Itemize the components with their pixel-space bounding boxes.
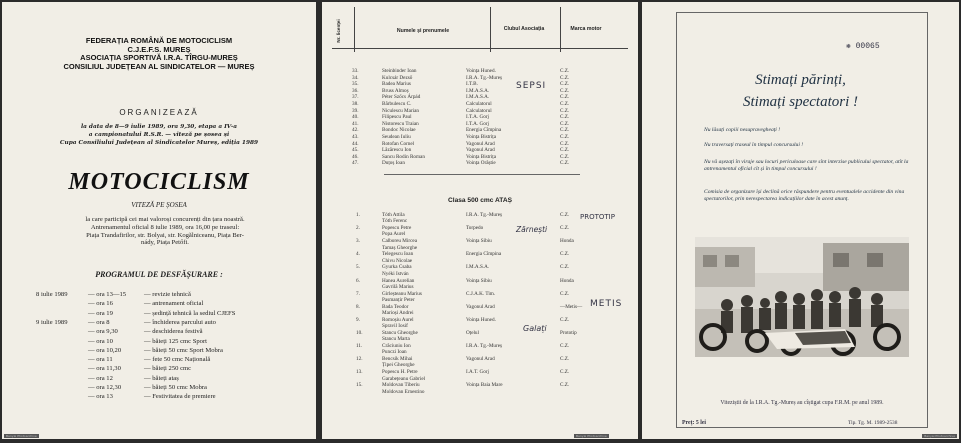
header-license-number: Nr. licenței <box>336 19 341 43</box>
participant-name: Bărbulescu C. <box>382 101 412 107</box>
crew-driver: Calboreu Mircea <box>382 238 418 245</box>
crew-number: 15. <box>356 382 363 389</box>
participant-row <box>322 154 638 160</box>
crew-club: Voința Baia Mare <box>466 382 503 389</box>
license-number: 43. <box>352 134 359 140</box>
header-motor: Marca motor <box>570 26 602 32</box>
crew-number: 5. <box>356 264 360 271</box>
serial-star-icon: ❋ <box>846 42 856 51</box>
crew-passenger: Țipei Gheorghe <box>382 362 415 369</box>
archive-caption: Banyai Photoarchive <box>576 434 607 438</box>
crew-driver: Popescu H. Petre <box>382 369 418 376</box>
crew-club: Torpedo <box>466 225 484 232</box>
participant-row <box>322 101 638 107</box>
participant-motor: C.Z. <box>560 81 570 88</box>
intro-line: la data de 8—9 iulie 1989, ora 9,30, etapa a IV-a <box>80 124 238 130</box>
program-event: — ședință tehnică la sediul CJEFS <box>144 309 236 317</box>
crew-motor: C.Z. <box>560 343 570 349</box>
program-event: — băieți 50 cmc Sport Mobra <box>144 346 223 354</box>
crew-passenger: Garabețeanu Gabriel <box>382 375 426 382</box>
crew-driver: Tóth Attila <box>382 212 405 218</box>
participant-club: Vagonul Arad <box>466 140 495 147</box>
program-event: — băieți ataș <box>144 374 179 382</box>
participant-row <box>322 68 638 74</box>
participant-row <box>322 108 638 114</box>
header-line: C.J.E.F.S. MUREȘ <box>127 44 191 54</box>
notice-title: Stimați părinți, <box>755 72 846 88</box>
participant-club: I.M.A.S.A. <box>466 87 490 94</box>
atas-row-passenger <box>322 271 638 277</box>
program-event: — deschiderea festivă <box>144 328 203 336</box>
program-date: 9 iulie 1989 <box>36 318 68 326</box>
participant-motor: C.Z. <box>560 74 570 81</box>
crew-driver: Bencsik Mihai <box>382 356 413 363</box>
photo-caption: Viteziștii de la I.R.A. Tg.-Mureș au cîștigat cupa F.R.M. pe anul 1989. <box>720 400 884 406</box>
crew-passenger: Marioși Andrei <box>382 310 414 316</box>
license-number: 38. <box>352 101 359 107</box>
crew-club: I.R.A. Tg.-Mureș <box>466 212 503 218</box>
serial-number <box>846 41 880 51</box>
crew-passenger: Tóth Ferenc <box>382 218 408 225</box>
participant-row <box>322 75 638 81</box>
crew-number: 6. <box>356 277 360 284</box>
program-time: — ora 13 <box>88 393 113 401</box>
participant-club: I.T.A. Gorj <box>466 120 489 127</box>
participant-motor: C.Z. <box>560 134 570 140</box>
organizers-header <box>2 37 316 71</box>
crew-motor: —Metis— <box>560 303 583 310</box>
participant-name: Kulcsár Dezső <box>382 74 413 81</box>
program-event: — băieți 250 cmc <box>144 365 192 373</box>
crew-passenger: Moldovan Ernestino <box>382 388 425 395</box>
atas-row-passenger <box>322 336 638 342</box>
license-number: 47. <box>352 160 359 167</box>
crew-number: 13. <box>356 369 363 376</box>
intro-line: a campionatului R.S.R. — viteză pe șosea și <box>88 132 230 138</box>
license-number: 41. <box>352 120 359 127</box>
section-rule <box>384 174 580 175</box>
crew-club: C.J.A.K. Tim. <box>466 290 496 297</box>
crew-motor: C.Z. <box>560 356 570 363</box>
crew-number: 1. <box>356 212 360 218</box>
participant-name: Duțoș Ioan <box>382 160 405 167</box>
crew-motor: C.Z. <box>560 382 570 389</box>
participant-name: Filipescu Paul <box>382 114 412 121</box>
crew-number: 10. <box>356 329 363 336</box>
program-event: — băieți 50 cmc Mobra <box>144 384 207 391</box>
program-event: — antrenament oficial <box>144 300 204 308</box>
crew-driver: Moldovan Tiberiu <box>382 382 420 389</box>
participant-row <box>322 94 638 100</box>
crew-club: Energia Cîmpina <box>466 251 502 258</box>
crew-club: I.A.T. Gorj <box>466 369 489 376</box>
atas-row-passenger <box>322 245 638 251</box>
license-number: 37. <box>352 94 359 101</box>
program-date: 8 iulie 1989 <box>36 291 68 298</box>
crew-driver: Crăciuniu Ion <box>382 343 411 349</box>
crew-club: I.R.A. Tg.-Mureș <box>466 343 503 349</box>
column-divider <box>560 7 561 52</box>
participant-club: I.R.A. Tg.-Mureș <box>466 74 503 81</box>
team-photo <box>695 237 909 357</box>
crew-passenger: Spravil Iosif <box>382 323 408 330</box>
program-time: — ora 9,30 <box>88 328 118 336</box>
crew-driver: Telegescu Ioan <box>382 251 414 258</box>
participant-club: I.T.B. <box>466 81 478 88</box>
program-event: — Festivitatea de premiere <box>144 393 216 401</box>
participant-motor: C.Z. <box>560 87 570 94</box>
program-time: — ora 16 <box>88 300 113 308</box>
participant-motor: C.Z. <box>560 120 570 127</box>
participant-motor: C.Z. <box>560 147 570 154</box>
program-event: — închiderea parcului auto <box>144 318 216 326</box>
participant-motor: C.Z. <box>560 140 570 147</box>
participant-row <box>322 88 638 94</box>
handwritten-note-sepsi: SEPSI <box>516 81 547 91</box>
license-number: 34. <box>352 74 359 81</box>
description-line: Antrenamentul oficial 8 iulie 1989, ora 16,00 pe traseul: <box>90 223 240 231</box>
participant-motor: C.Z. <box>560 127 570 134</box>
participant-row <box>322 160 638 166</box>
participant-club: Voința Bistrița <box>466 134 497 140</box>
class-title: Clasa 500 cmc ATAȘ <box>447 197 512 204</box>
crew-club: Vagonul Arad <box>466 303 495 310</box>
participant-row <box>322 114 638 120</box>
participant-club: I.T.A. Gorj <box>466 114 489 121</box>
license-number: 35. <box>352 81 359 88</box>
crew-number: 8. <box>356 303 360 310</box>
crew-passenger: Gavrilă Marius <box>382 283 414 290</box>
license-number: 33. <box>352 68 359 74</box>
program-title: PROGRAMUL DE DESFĂȘURARE : <box>95 270 223 279</box>
atas-row-passenger <box>322 258 638 264</box>
description-line: la care participă cei mai valoroși concurenți din țara noastră. <box>85 216 245 223</box>
crew-driver: Stancu Gheorghe <box>382 329 418 336</box>
crew-passenger: Tamaș Gheorghe <box>382 244 418 251</box>
participant-club: Calculatorul <box>466 107 492 114</box>
atas-row-passenger <box>322 310 638 316</box>
license-number: 45. <box>352 147 359 154</box>
handwritten-note-zarnesti: Zărnești <box>516 225 548 234</box>
crew-motor: C.Z. <box>560 290 570 297</box>
crew-club: I.M.A.S.A. <box>466 264 490 271</box>
participant-name: Nistorescu Traian <box>382 120 419 127</box>
participant-name: Badea Marius <box>382 81 411 88</box>
atas-row-passenger <box>322 362 638 368</box>
program-event: — fete 50 cmc Națională <box>144 356 211 364</box>
program-time: — ora 10,20 <box>88 346 122 354</box>
crew-number: 12. <box>356 356 363 363</box>
header-rule <box>332 48 628 49</box>
program-time: — ora 11,30 <box>88 365 121 373</box>
program-time: — ora 8 <box>88 318 110 326</box>
crew-motor: C.Z. <box>560 264 570 271</box>
crew-passenger: Pasmanțir Peter <box>382 296 415 303</box>
warning-text: Nu vă așezați în viraje sau locuri periculoase care sînt interzise publicului spectator, atît la antrenamentul oficial cît și în timpul concursului ! <box>704 159 909 172</box>
header-line: FEDERAȚIA ROMÂNĂ DE MOTOCICLISM <box>85 36 233 45</box>
handwritten-note-galati: Galați <box>523 324 547 333</box>
handwritten-note-prototip: PROTOTIP <box>580 213 615 221</box>
participant-row <box>322 81 638 87</box>
participant-motor: C.Z. <box>560 114 570 121</box>
handwritten-note-metis: METIS <box>590 299 623 309</box>
header-club: Clubul Asociația <box>503 26 545 32</box>
participant-motor: C.Z. <box>560 94 570 101</box>
crew-motor: C.Z. <box>560 369 570 376</box>
header-name: Numele și prenumele <box>396 28 450 34</box>
participant-motor: C.Z. <box>560 160 570 167</box>
notice-title: Stimați spectatori ! <box>743 94 858 110</box>
participant-motor: C.Z. <box>560 101 570 107</box>
participant-club: Voința Orăștie <box>466 160 496 167</box>
crew-motor: Prototip <box>560 329 577 336</box>
organizeaza-heading: ORGANIZEAZĂ <box>119 108 199 117</box>
crew-club: Voința Huned. <box>466 316 496 323</box>
crew-number: 7. <box>356 290 360 297</box>
participant-name: Steinbinder Ioan <box>382 68 417 74</box>
crew-motor: Honda <box>560 277 574 284</box>
program-time: — ora 19 <box>88 309 113 317</box>
crew-motor: C.Z. <box>560 212 570 218</box>
description-line: Piața Trandafirilor, str. Bolyai, str. Kogălniceanu, Piața Ber- <box>86 231 244 239</box>
crew-driver: Popescu Petre <box>382 225 412 232</box>
participant-row <box>322 121 638 127</box>
column-divider <box>490 7 491 52</box>
program-page <box>2 2 316 439</box>
event-subtitle: VITEZĂ PE ȘOSEA <box>131 201 187 209</box>
warning-text: Nu traversați traseul în timpul concursului ! <box>704 142 804 148</box>
notice-page <box>642 2 959 439</box>
program-time: — ora 12,30 <box>88 384 122 391</box>
participant-club: Energia Cîmpina <box>466 127 502 134</box>
crew-motor: Honda <box>560 238 574 245</box>
program-time: — ora 10 <box>88 337 113 345</box>
crew-number: 4. <box>356 251 360 258</box>
warning-text: Nu lăsați copiii nesupravegheați ! <box>704 127 781 133</box>
atas-row-passenger <box>322 284 638 290</box>
crew-motor: C.Z. <box>560 316 570 323</box>
crew-number: 3. <box>356 238 360 245</box>
participant-name: Péter Szőcs Árpád <box>382 94 421 101</box>
header-line: ASOCIAȚIA SPORTIVĂ I.R.A. TÎRGU-MUREȘ <box>80 53 238 62</box>
participant-motor: C.Z. <box>560 107 570 114</box>
crew-passenger: Stancu Marta <box>382 336 410 343</box>
archive-caption: Banyai Photoarchive <box>924 434 955 438</box>
crew-driver: Bada Teodor <box>382 303 409 310</box>
crew-motor: C.Z. <box>560 251 570 258</box>
crew-club: Voința Sibiu <box>466 277 492 284</box>
participant-motor: C.Z. <box>560 153 570 160</box>
participant-name: Rotofan Cornel <box>382 140 415 147</box>
license-number: 40. <box>352 114 359 121</box>
atas-row-passenger <box>322 231 638 237</box>
participant-club: Voința Bistrița <box>466 153 497 160</box>
header-line: CONSILIUL JUDEȚEAN AL SINDICATELOR — MUREȘ <box>63 61 255 71</box>
crew-driver: Romoșiu Aurel <box>382 316 414 323</box>
participant-row <box>322 127 638 133</box>
participant-row <box>322 134 638 140</box>
license-number: 44. <box>352 140 359 147</box>
participant-motor: C.Z. <box>560 68 570 74</box>
crew-club: Oțelul <box>466 329 479 336</box>
participant-club: Calculatorul <box>466 101 492 107</box>
event-description <box>34 216 296 247</box>
description-line: nády, Piața Petőfi. <box>141 239 189 247</box>
crew-club: Vagonul Arad <box>466 356 495 363</box>
crew-number: 9. <box>356 316 360 323</box>
column-divider <box>354 7 355 52</box>
participant-club: Voința Huned. <box>466 68 496 74</box>
intro-text <box>2 123 316 147</box>
archive-caption: Banyai Photoarchive <box>6 434 37 438</box>
crew-driver: Gyurka Csaba <box>382 264 412 271</box>
event-title: MOTOCICLISM <box>68 169 250 195</box>
license-number: 39. <box>352 107 359 114</box>
crew-passenger: Chivu Nicolae <box>382 257 413 264</box>
intro-line: Cupa Consiliului Județean al Sindicatelor Mureș, ediția 1989 <box>59 140 259 146</box>
participant-name: Niculescu Marian <box>382 107 420 114</box>
participant-name: Bruss Almoș <box>382 87 409 94</box>
crew-passenger: Popa Aurel <box>382 231 406 238</box>
participant-club: Vagonul Arad <box>466 147 495 154</box>
participant-name: Sancu Rodin Roman <box>382 153 425 160</box>
program-event: — revizie tehnică <box>144 291 191 298</box>
serial-value: 00065 <box>855 42 880 51</box>
license-number: 42. <box>352 127 359 134</box>
crew-driver: Girleșteanu Marius <box>382 290 422 297</box>
crew-driver: Hanea Aurelian <box>382 277 415 284</box>
participant-row <box>322 141 638 147</box>
crew-number: 11. <box>356 343 363 349</box>
crew-motor: C.Z. <box>560 225 570 232</box>
program-time: — ora 13—15 <box>88 291 127 298</box>
participants-page <box>322 2 638 439</box>
program-event: — băieți 125 cmc Sport <box>144 337 207 345</box>
participant-row <box>322 147 638 153</box>
participant-name: Lăzărescu Ion <box>382 147 412 154</box>
price-label: Preț: 5 lei <box>682 420 707 426</box>
participant-name: Bondoc Nicolae <box>382 127 416 134</box>
license-number: 46. <box>352 153 359 160</box>
license-number: 36. <box>352 87 359 94</box>
crew-number: 2. <box>356 225 360 232</box>
participant-name: Seudean Iuliu <box>382 134 411 140</box>
program-time: — ora 12 <box>88 374 113 382</box>
atas-row-passenger <box>322 349 638 355</box>
atas-row-passenger <box>322 323 638 329</box>
crew-club: Voința Sibiu <box>466 238 492 245</box>
atas-row-passenger <box>322 389 638 395</box>
atas-row-passenger <box>322 376 638 382</box>
warning-text: Comisia de organizare își declină orice răspundere pentru eventualele accidente din vina spectatorilor, prin nerespectarea indicațiilor date în acest anunț. <box>704 189 905 202</box>
participant-club: I.M.A.S.A. <box>466 94 490 101</box>
crew-passenger: Nyéki István <box>382 270 409 277</box>
crew-passenger: Punczi Ioan <box>382 349 407 356</box>
program-time: — ora 11 <box>88 356 113 364</box>
print-info: Tip. Tg. M. 1989-2538 <box>848 420 898 426</box>
